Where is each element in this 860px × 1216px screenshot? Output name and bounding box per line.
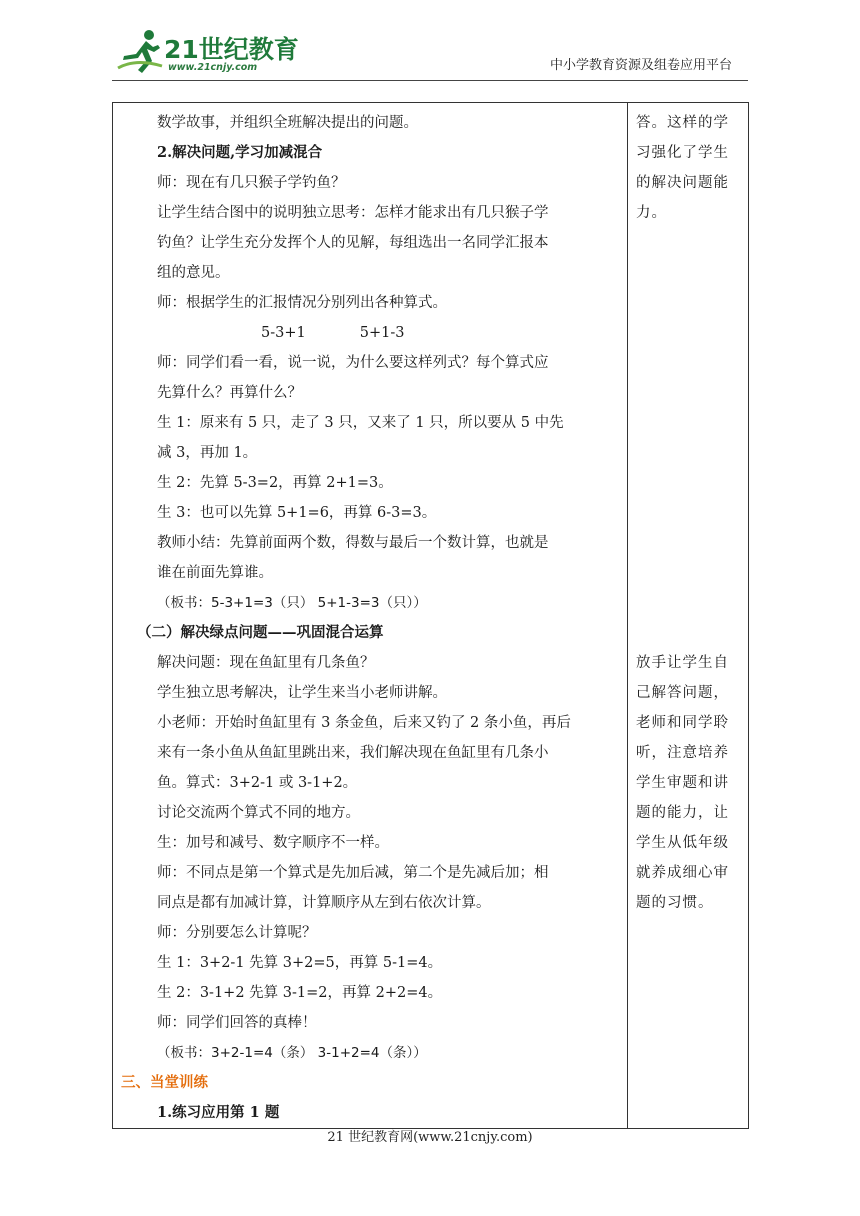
text-line: 生 2：先算 5-3=2，再算 2+1=3。 — [157, 475, 393, 491]
text-line: 生 1：原来有 5 只，走了 3 只，又来了 1 只，所以要从 5 中先 — [157, 415, 564, 431]
note-line: 力。 — [636, 205, 667, 221]
text-line: （板书：5-3+1=3（只） 5+1-3=3（只）） — [157, 595, 427, 611]
logo-text: 21世纪教育 — [164, 35, 299, 64]
site-logo[interactable] — [116, 28, 299, 78]
lesson-table — [112, 102, 749, 1129]
design-note-2 — [636, 648, 742, 918]
text-line: （二）解决绿点问题——巩固混合运算 — [137, 624, 384, 641]
text-line: 生 1：3+2-1 先算 3+2=5，再算 5-1=4。 — [157, 955, 443, 971]
text-line: 师：同学们看一看，说一说，为什么要这样列式？每个算式应 — [157, 355, 549, 371]
text-line: 教师小结：先算前面两个数，得数与最后一个数计算，也就是 — [157, 535, 549, 551]
note-line: 就养成细心审 — [636, 865, 729, 881]
text-line: 师：同学们回答的真棒！ — [157, 1015, 317, 1031]
text-line: 组的意见。 — [157, 265, 230, 281]
lesson-process-text — [113, 103, 627, 1128]
text-line: 先算什么？再算什么？ — [157, 385, 302, 401]
text-line: 1.练习应用第 1 题 — [157, 1104, 280, 1121]
note-line: 习强化了学生 — [636, 145, 729, 161]
text-line: 师：分别要怎么计算呢？ — [157, 925, 317, 941]
lesson-process-cell — [113, 103, 628, 1129]
page-footer: 21 世纪教育网(www.21cnjy.com) — [327, 1130, 533, 1145]
note-line: 己解答问题， — [636, 685, 729, 701]
text-line: 生 3：也可以先算 5+1=6，再算 6-3=3。 — [157, 505, 437, 521]
formula-line — [121, 318, 621, 348]
text-line: 让学生结合图中的说明独立思考：怎样才能求出有几只猴子学 — [157, 205, 549, 221]
note-line: 题的习惯。 — [636, 895, 714, 911]
text-line: 减 3，再加 1。 — [157, 445, 258, 461]
text-line: 师：根据学生的汇报情况分别列出各种算式。 — [157, 295, 447, 311]
text-line: 谁在前面先算谁。 — [157, 565, 273, 581]
logo-url: www.21cnjy.com — [168, 62, 258, 73]
note-line: 听，注意培养 — [636, 745, 729, 761]
text-line: 鱼。算式：3+2-1 或 3-1+2。 — [157, 775, 358, 791]
text-line: 来有一条小鱼从鱼缸里跳出来，我们解决现在鱼缸里有几条小 — [157, 745, 549, 761]
platform-title: 中小学教育资源及组卷应用平台 — [549, 58, 732, 73]
text-line: 讨论交流两个算式不同的地方。 — [157, 805, 360, 821]
text-line: 师：不同点是第一个算式是先加后减，第二个是先减后加；相 — [157, 865, 549, 881]
runner-icon — [116, 28, 166, 74]
text-line: 生：加号和减号、数字顺序不一样。 — [157, 835, 389, 851]
formula: 5+1-3 — [359, 325, 405, 341]
formula: 5-3+1 — [261, 325, 306, 341]
table-row — [113, 103, 749, 1129]
text-line: 学生独立思考解决，让学生来当小老师讲解。 — [157, 685, 447, 701]
note-line: 老师和同学聆 — [636, 715, 729, 731]
text-line: 师：现在有几只猴子学钓鱼？ — [157, 175, 346, 191]
note-line: 的解决问题能 — [636, 175, 729, 191]
header-divider — [112, 80, 748, 81]
note-line: 学生从低年级 — [636, 835, 729, 851]
text-line: 解决问题：现在鱼缸里有几条鱼？ — [157, 655, 375, 671]
text-line: 小老师：开始时鱼缸里有 3 条金鱼，后来又钓了 2 条小鱼，再后 — [157, 715, 571, 731]
text-line: 生 2：3-1+2 先算 3-1=2，再算 2+2=4。 — [157, 985, 443, 1001]
note-line: 题的能力，让 — [636, 805, 729, 821]
note-line: 放手让学生自 — [636, 655, 729, 671]
text-line: 2.解决问题,学习加减混合 — [157, 144, 323, 161]
text-line: 同点是都有加减计算，计算顺序从左到右依次计算。 — [157, 895, 491, 911]
design-note-1 — [636, 108, 742, 228]
note-line: 学生审题和讲 — [636, 775, 729, 791]
text-line: 钓鱼？让学生充分发挥个人的见解，每组选出一名同学汇报本 — [157, 235, 549, 251]
page-header — [0, 0, 860, 90]
note-line: 答。这样的学 — [636, 115, 729, 131]
text-line: 数学故事，并组织全班解决提出的问题。 — [157, 115, 418, 131]
text-line: （板书：3+2-1=4（条） 3-1+2=4（条）） — [157, 1045, 427, 1061]
text-line: 三、当堂训练 — [121, 1074, 208, 1091]
design-intent-cell — [628, 103, 749, 1129]
